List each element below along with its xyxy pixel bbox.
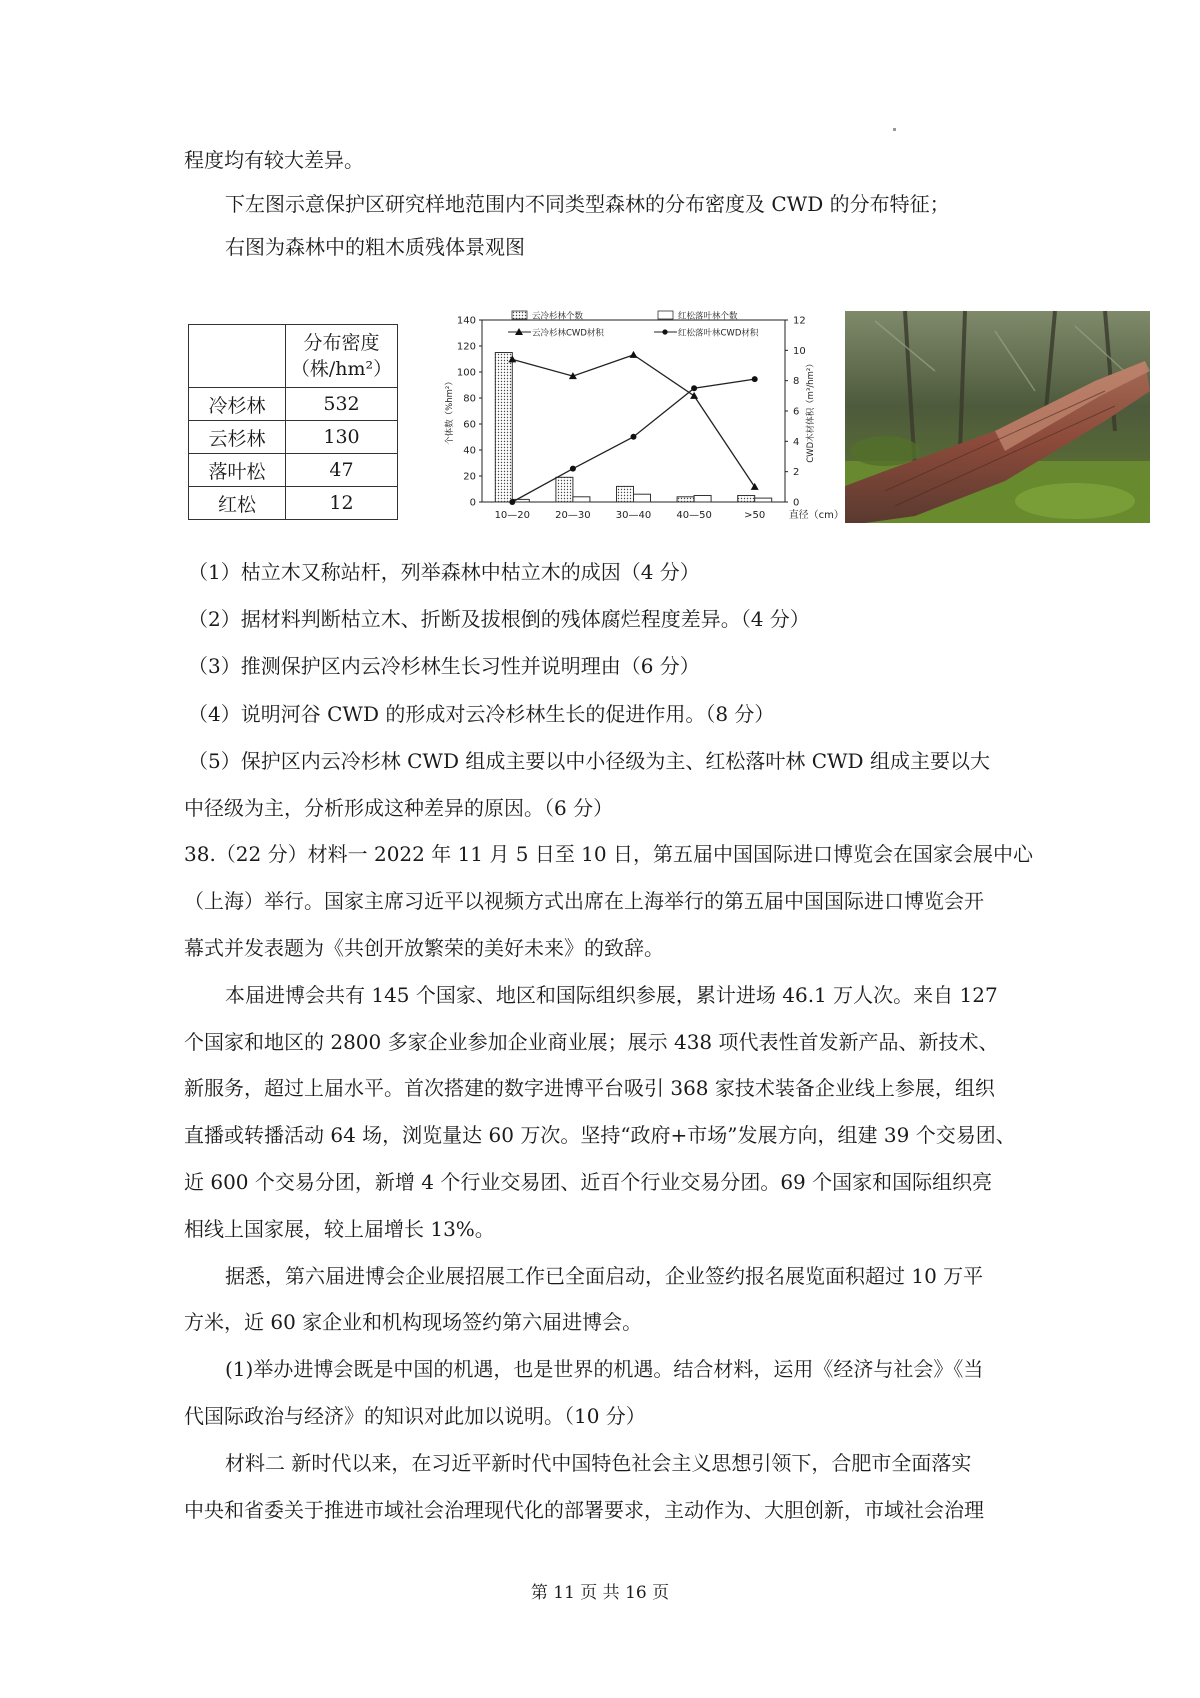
x-tick-label: >50 [744,510,766,521]
question-5-line-1: （5）保护区内云冷杉林 CWD 组成主要以中小径级为主、红松落叶林 CWD 组成主要以大 [188,749,990,773]
material-line-9: 相线上国家展，较上届增长 13%。 [184,1217,495,1241]
y2-tick-label: 10 [793,345,806,357]
x-tick-label: 30—40 [615,510,652,521]
header-line-1: 分布密度 [303,332,380,354]
density-value: 12 [286,487,398,520]
y-tick-label: 0 [469,497,476,509]
forest-name: 红松 [189,487,286,520]
intro-line-3: 右图为森林中的粗木质残体景观图 [225,235,525,259]
legend-label: 红松落叶林CWD材积 [678,328,759,339]
legend-label: 红松落叶林个数 [678,311,738,322]
material-line-5: 个国家和地区的 2800 多家企业参加企业商业展；展示 438 项代表性首发新产品、新技术、 [184,1030,999,1054]
y-tick-label: 60 [463,419,476,431]
y-tick-label: 20 [463,471,476,483]
material-line-1: 38.（22 分）材料一 2022 年 11 月 5 日至 10 日，第五届中国国际进口博览会在国家会展中心 [184,842,1033,866]
density-value: 532 [286,388,398,421]
legend-marker-pine-larch-cwd [662,329,667,334]
material-line-4: 本届进博会共有 145 个国家、地区和国际组织参展，累计进场 46.1 万人次。来自 127 [225,983,998,1007]
cwd-chart [440,308,844,528]
question-2: （2）据材料判断枯立木、折断及拔根倒的残体腐烂程度差异。（4 分） [188,607,810,631]
x-tick-label: 10—20 [494,510,531,521]
table-header-row [189,325,398,388]
bar-spruce-fir-count [738,496,755,503]
density-value: 47 [286,454,398,487]
y-tick-label: 80 [463,393,476,405]
question-3: （3）推测保护区内云冷杉林生长习性并说明理由（6 分） [188,654,700,678]
point-spruce-fir-cwd [690,392,698,399]
plot-frame [482,320,785,502]
point-pine-larch-cwd [691,385,697,391]
material-line-12: (1)举办进博会既是中国的机遇，也是世界的机遇。结合材料，运用《经济与社会》《当 [225,1357,984,1381]
bar-pine-larch-count [755,498,772,502]
material-line-15: 中央和省委关于推进市域社会治理现代化的部署要求，主动作为、大胆创新，市域社会治理 [184,1498,984,1522]
bar-pine-larch-count [573,497,590,502]
material-line-2: （上海）举行。国家主席习近平以视频方式出席在上海举行的第五届中国国际进口博览会开 [184,889,984,913]
table-row [189,454,398,487]
legend-label: 云冷杉林CWD材积 [532,328,604,339]
forest-name: 冷杉林 [189,388,286,421]
y-axis-label: 个体数（%hm²） [445,377,455,445]
point-pine-larch-cwd [570,466,576,472]
material-line-14: 材料二 新时代以来，在习近平新时代中国特色社会主义思想引领下，合肥市全面落实 [225,1451,972,1475]
y-tick-label: 120 [456,341,476,353]
y-tick-label: 100 [456,367,476,379]
table-row [189,421,398,454]
point-pine-larch-cwd [631,434,637,440]
bar-spruce-fir-count [677,497,694,502]
y-tick-label: 40 [463,445,476,457]
intro-line-1: 程度均有较大差异。 [184,148,364,172]
point-pine-larch-cwd [752,376,758,382]
legend-swatch-pine-larch-count [658,311,673,319]
material-line-7: 直播或转播活动 64 场，浏览量达 60 万次。坚持“政府+市场”发展方向，组建 39 个交易团、 [184,1123,1016,1147]
material-line-13: 代国际政治与经济》的知识对此加以说明。（10 分） [184,1404,646,1428]
line-pine-larch-cwd [512,379,754,502]
forest-name: 落叶松 [189,454,286,487]
point-spruce-fir-cwd [751,483,759,490]
line-spruce-fir-cwd [512,355,754,487]
bar-spruce-fir-count [556,477,573,502]
intro-line-2: 下左图示意保护区研究样地范围内不同类型森林的分布密度及 CWD 的分布特征； [225,192,950,216]
table-corner-cell [189,325,286,388]
density-value: 130 [286,421,398,454]
table-row [189,388,398,421]
material-line-6: 新服务，超过上届水平。首次搭建的数字进博平台吸引 368 家技术装备企业线上参展，组织 [184,1076,995,1100]
bar-spruce-fir-count [495,353,512,503]
material-line-10: 据悉，第六届进博会企业展招展工作已全面启动，企业签约报名展览面积超过 10 万平 [225,1264,984,1288]
point-pine-larch-cwd [509,499,515,505]
bar-pine-larch-count [634,494,651,502]
y-tick-label: 140 [456,315,476,327]
point-spruce-fir-cwd [630,351,638,358]
table-row [189,487,398,520]
question-1: （1）枯立木又称站杆，列举森林中枯立木的成因（4 分） [188,560,700,584]
forest-name: 云杉林 [189,421,286,454]
x-tick-label: 40—50 [676,510,712,521]
material-line-11: 方米，近 60 家企业和机构现场签约第六届进博会。 [184,1310,643,1334]
y2-tick-label: 12 [793,315,806,327]
material-line-3: 幕式并发表题为《共创开放繁荣的美好未来》的致辞。 [184,936,664,960]
y2-tick-label: 0 [793,497,800,509]
density-table [188,324,398,520]
table-header-cell [286,325,398,388]
header-line-2: （株/hm²） [290,358,393,380]
y2-tick-label: 4 [793,436,800,448]
page-footer: 第 11 页 共 16 页 [530,1583,670,1603]
question-5-line-2: 中径级为主，分析形成这种差异的原因。（6 分） [184,796,614,820]
question-4: （4）说明河谷 CWD 的形成对云冷杉林生长的促进作用。（8 分） [188,702,775,726]
y2-axis-label: CWD木材体积（m³/hm²） [806,359,816,463]
x-axis-suffix: 直径（cm） [788,510,844,521]
forest-cwd-photo [845,311,1150,523]
legend-label: 云冷杉林个数 [532,311,584,322]
y2-tick-label: 2 [793,467,800,479]
legend-swatch-spruce-fir-count [512,311,527,319]
material-line-8: 近 600 个交易分团，新增 4 个行业交易团、近百个行业交易分团。69 个国家和国际组织亮 [184,1170,993,1194]
y2-tick-label: 8 [793,376,800,388]
bar-spruce-fir-count [617,486,634,502]
x-tick-label: 20—30 [555,510,591,521]
y2-tick-label: 6 [793,406,800,418]
bar-pine-larch-count [694,496,711,503]
speck [893,128,896,131]
